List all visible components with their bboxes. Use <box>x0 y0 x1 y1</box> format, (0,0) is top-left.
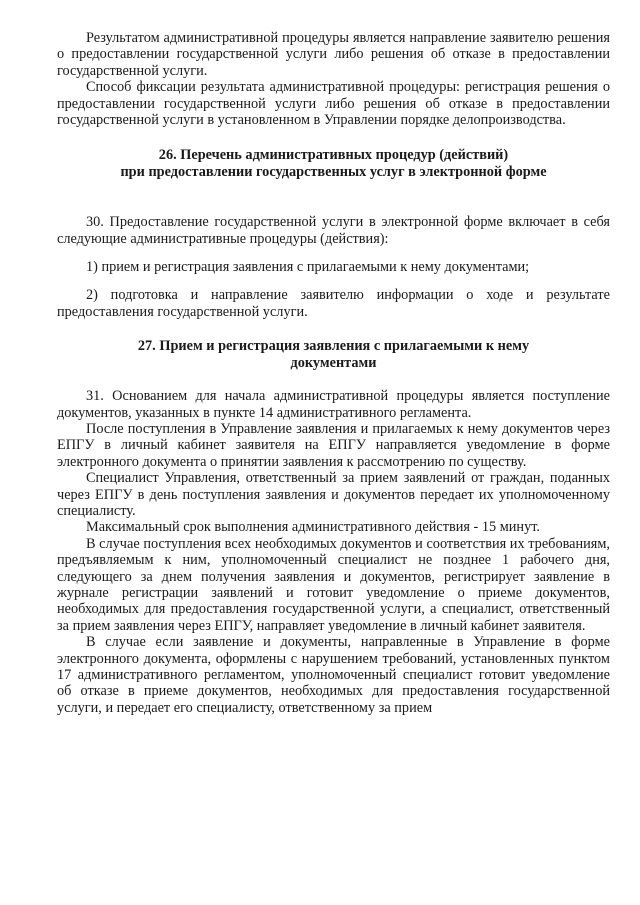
paragraph-31-max-time: Максимальный срок выполнения административного действия - 15 минут. <box>86 519 540 536</box>
section-26-heading <box>57 147 610 180</box>
section-26-heading-line-1: 26. Перечень административных процедур (действий) <box>158 147 509 164</box>
paragraph-31: 31. Основанием для начала административной процедуры является поступление документов, указанных в пункте 14 административного регламента. <box>57 388 610 421</box>
intro-paragraph-1: Результатом административной процедуры является направление заявителю решения о предоставлении государственной услуги либо решения об отказе в предоставлении государственной услуги. <box>57 30 610 79</box>
list-item-1: 1) прием и регистрация заявления с прилагаемыми к нему документами; <box>86 259 530 276</box>
paragraph-30: 30. Предоставление государственной услуги в электронной форме включает в себя следующие административные процедуры (действия): <box>57 214 610 247</box>
paragraph-31-specialist: Специалист Управления, ответственный за прием заявлений от граждан, поданных через ЕПГУ в день поступления заявления и документов передает их уполномоченному специалисту. <box>57 470 610 519</box>
list-item-2: 2) подготовка и направление заявителю информации о ходе и результате предоставления государственной услуги. <box>57 287 610 320</box>
intro-paragraph-2: Способ фиксации результата административной процедуры: регистрация решения о предоставлении государственной услуги либо решения об отказе в предоставлении государственной услуги в установленном в Управлении порядке делопроизводства. <box>57 79 610 129</box>
section-27-heading-line-1: 27. Прием и регистрация заявления с прилагаемыми к нему <box>137 338 530 355</box>
paragraph-31-all-documents: В случае поступления всех необходимых документов и соответствия их требованиям, предъявляемым к ним, уполномоченный специалист не позднее 1 рабочего дня, следующего за днем получения заявления и документов, регистрирует заявление в журнале регистрации заявлений и готовит уведомление о приеме документов, необходимых для предоставления государственной услуги, а специалист, ответственный за прием заявления через ЕПГУ, направляет уведомление в личный кабинет заявителя. <box>57 535 610 634</box>
section-27-heading <box>57 338 610 371</box>
paragraph-31-violation: В случае если заявление и документы, направленные в Управление в форме электронного документа, оформлены с нарушением требований, установленных пунктом 17 административного регламентом, уполномоченный специалист готовит уведомление об отказе в приеме документов, необходимых для предоставления государственной услуги, и передает его специалисту, ответственному за прием <box>57 634 610 716</box>
section-27-heading-line-2: документами <box>290 354 377 371</box>
paragraph-31-after-receipt: После поступления в Управление заявления и прилагаемых к нему документов через ЕПГУ в личный кабинет заявителя на ЕПГУ направляется уведомление в форме электронного документа о принятии заявления к рассмотрению по существу. <box>57 420 610 470</box>
section-26-heading-line-2: при предоставлении государственных услуг в электронной форме <box>120 163 547 180</box>
